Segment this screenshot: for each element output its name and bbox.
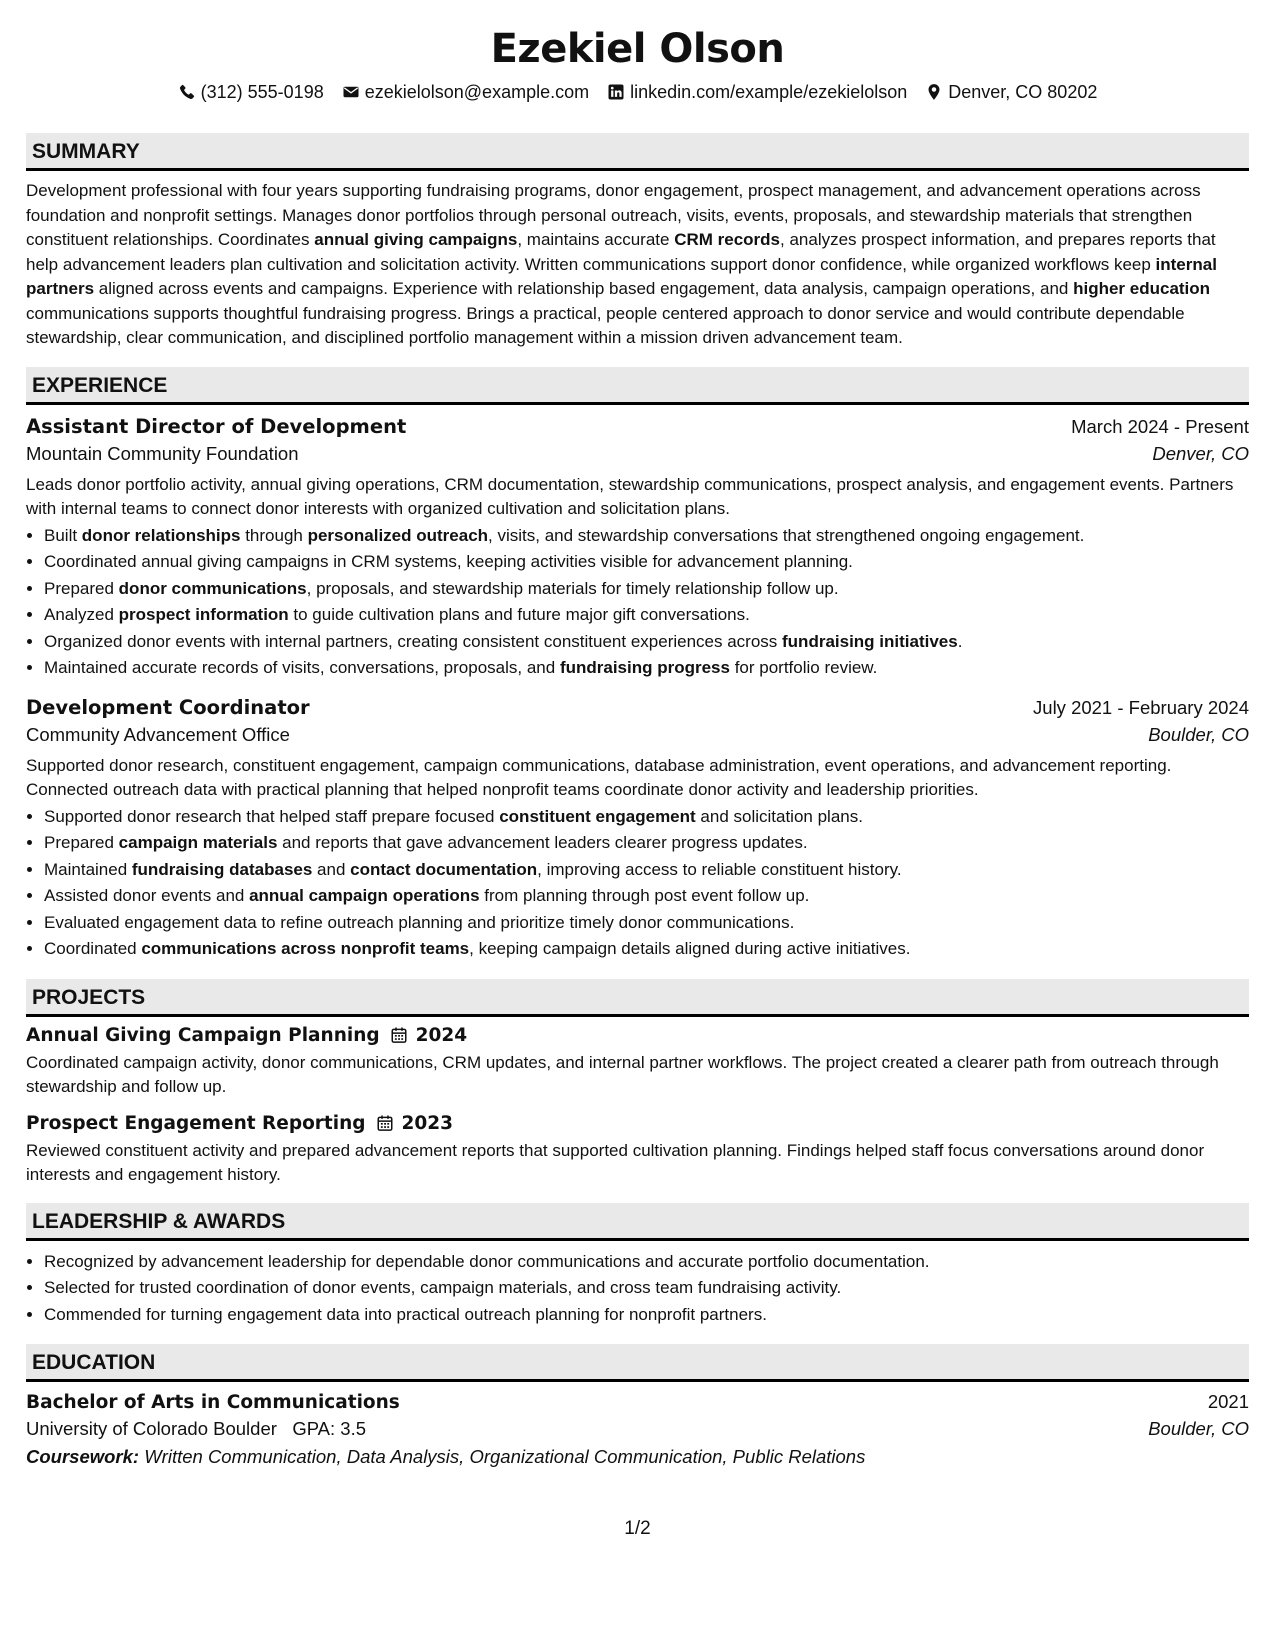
bold-phrase: prospect information: [118, 605, 289, 624]
bullet-item: [44, 576, 1249, 603]
text-run: , maintains accurate: [517, 230, 675, 249]
text-run: and: [312, 859, 351, 879]
bold-phrase: internal partners: [26, 254, 1217, 298]
bold-phrase: higher education: [1073, 279, 1211, 298]
role-location: Denver, CO: [1152, 442, 1249, 464]
bold-phrase: personalized outreach: [307, 525, 489, 545]
bold-phrase: donor communications: [118, 578, 307, 598]
linkedin-icon: [607, 83, 625, 101]
project-year: 2023: [401, 1112, 454, 1134]
project-item: [26, 1113, 1249, 1187]
bold-phrase: annual giving campaigns: [314, 230, 518, 249]
experience-role: [26, 696, 1249, 963]
location-pin-icon: [925, 83, 943, 101]
role-title: Development Coordinator: [26, 695, 310, 719]
coursework-label: Coursework:: [26, 1446, 140, 1467]
text-run: to guide cultivation plans and future major gift conversations.: [288, 605, 750, 624]
text-run: and solicitation plans.: [695, 806, 863, 826]
text-run: Prepared: [44, 833, 119, 852]
text-run: Built: [44, 525, 82, 545]
text-run: and reports that gave advancement leaders clearer progress updates.: [277, 833, 808, 852]
project-description: Reviewed constituent activity and prepared advancement reports that supported cultivation planning. Findings helped staff focus conversations around donor interests and engagement history.: [26, 1140, 1205, 1184]
bold-phrase: CRM records: [674, 230, 781, 249]
text-run: Coordinated annual giving campaigns in CRM systems, keeping activities visible for advancement planning.: [44, 552, 853, 571]
calendar-icon: [390, 1026, 408, 1044]
bullet-item: [44, 910, 1249, 937]
summary-heading: SUMMARY: [26, 133, 1249, 171]
text-run: Coordinated: [44, 939, 142, 958]
award-item: • Recognized by advancement leadership for dependable donor communications and accurate portfolio documentation.: [44, 1249, 1249, 1276]
role-bullets: [26, 523, 1249, 682]
bullet-item: [44, 830, 1249, 857]
graduation-year: 2021: [1207, 1391, 1249, 1412]
envelope-icon: [342, 83, 360, 101]
phone-icon: [178, 83, 196, 101]
page-number: 1/2: [624, 1518, 651, 1539]
award-item: • Selected for trusted coordination of donor events, campaign materials, and cross team fundraising activity.: [44, 1275, 1249, 1302]
leadership-section: [26, 1203, 1249, 1329]
project-year-group: [390, 1025, 468, 1046]
experience-heading: EXPERIENCE: [26, 367, 1249, 405]
contact-item[interactable]: [607, 80, 907, 104]
summary-text: [26, 179, 1249, 351]
text-run: through: [240, 525, 308, 545]
project-title-line: [26, 1025, 1249, 1046]
bullet-item: [44, 602, 1249, 629]
project-title: Prospect Engagement Reporting: [26, 1112, 366, 1134]
summary-section: [26, 133, 1249, 351]
bullet-item: [44, 629, 1249, 656]
bullet-item: [44, 549, 1249, 576]
school-location: Boulder, CO: [1148, 1418, 1249, 1439]
candidate-name: Ezekiel Olson: [490, 26, 785, 72]
leadership-list: [26, 1249, 1249, 1329]
bold-phrase: annual campaign operations: [249, 886, 480, 905]
text-run: from planning through post event follow up.: [479, 886, 810, 905]
bold-phrase: campaign materials: [118, 833, 278, 852]
bold-phrase: fundraising progress: [559, 658, 730, 677]
school-name: University of Colorado Boulder: [26, 1418, 277, 1439]
leadership-heading: LEADERSHIP & AWARDS: [26, 1203, 1249, 1241]
bold-phrase: constituent engagement: [499, 806, 696, 826]
text-run: Prepared: [44, 578, 119, 598]
project-year: 2024: [415, 1024, 468, 1046]
project-description: Coordinated campaign activity, donor communications, CRM updates, and internal partner workflows. The project created a clearer path from outreach through stewardship and follow up.: [26, 1052, 1219, 1096]
role-org-line: [26, 443, 1249, 465]
resume-page: [26, 0, 1249, 1468]
role-org-line: [26, 724, 1249, 746]
text-run: communications supports thoughtful fundraising progress. Brings a practical, people centered approach to donor service and would contribute dependable stewardship, clear communication, and disciplined portfolio management within a mission driven advancement team.: [26, 303, 1185, 347]
bullet-item: [44, 523, 1249, 550]
education-school-line: [26, 1418, 1249, 1440]
bold-phrase: fundraising databases: [131, 859, 313, 879]
organization: Mountain Community Foundation: [26, 442, 299, 464]
text-run: .: [957, 631, 963, 651]
contact-text: (312) 555-0198: [200, 82, 324, 102]
project-title: Annual Giving Campaign Planning: [26, 1024, 380, 1046]
contact-bar: [26, 80, 1249, 104]
bullet-item: [44, 936, 1249, 963]
bold-phrase: communications across nonprofit teams: [141, 939, 470, 958]
text-run: Development professional with four years supporting fundraising programs, donor engagement, prospect management, and advancement operations across foundation and nonprofit settings. Manages donor portfolios through personal outreach, visits, events, proposals, and stewardship materials that strengthen constituent relationships. Coordinates: [26, 181, 1201, 249]
organization: Community Advancement Office: [26, 723, 290, 745]
projects-heading: PROJECTS: [26, 979, 1249, 1017]
role-bullets: [26, 804, 1249, 963]
text-run: , analyzes prospect information, and prepares reports that help advancement leaders plan cultivation and solicitation activity. Written communications support donor confidence, while organized workflows keep: [26, 230, 1216, 274]
text-run: Assisted donor events and: [44, 886, 250, 905]
text-run: aligned across events and campaigns. Experience with relationship based engagement, data analysis, campaign operations, and: [94, 279, 1074, 298]
text-run: , improving access to reliable constituent history.: [537, 859, 902, 879]
project-item: [26, 1025, 1249, 1099]
role-description: Leads donor portfolio activity, annual giving operations, CRM documentation, stewardship communications, prospect analysis, and engagement events. Partners with internal teams to connect donor interests with organized cultivation and solicitation plans.: [26, 474, 1234, 518]
text-run: , visits, and stewardship conversations that strengthened ongoing engagement.: [488, 525, 1085, 545]
contact-text: linkedin.com/example/ezekielolson: [630, 82, 908, 102]
school-info: [26, 1418, 366, 1440]
role-title-line: [26, 696, 1249, 719]
text-run: for portfolio review.: [729, 658, 878, 677]
text-run: , keeping campaign details aligned during active initiatives.: [469, 939, 911, 958]
contact-item[interactable]: [342, 80, 589, 104]
award-item: • Commended for turning engagement data into practical outreach planning for nonprofit partners.: [44, 1302, 1249, 1329]
text-run: , proposals, and stewardship materials for timely relationship follow up.: [306, 578, 839, 598]
bold-phrase: contact documentation: [350, 859, 538, 879]
role-dates: July 2021 - February 2024: [1033, 696, 1249, 718]
contact-item[interactable]: [178, 80, 324, 104]
calendar-icon: [376, 1114, 394, 1132]
education-degree-line: [26, 1391, 1249, 1413]
project-year-group: [376, 1113, 454, 1134]
education-heading: EDUCATION: [26, 1344, 1249, 1382]
projects-section: [26, 979, 1249, 1187]
coursework-line: [26, 1446, 1249, 1468]
text-run: Supported donor research that helped staff prepare focused: [44, 806, 500, 826]
role-dates: March 2024 - Present: [1071, 415, 1249, 437]
experience-section: [26, 367, 1249, 963]
role-location: Boulder, CO: [1148, 723, 1249, 745]
project-title-line: [26, 1113, 1249, 1134]
degree: Bachelor of Arts in Communications: [26, 1392, 400, 1413]
bullet-item: [44, 883, 1249, 910]
text-run: Organized donor events with internal partners, creating consistent constituent experiences across: [44, 631, 783, 651]
contact-item[interactable]: [925, 80, 1097, 104]
coursework-list: Written Communication, Data Analysis, Organizational Communication, Public Relations: [144, 1446, 866, 1467]
text-run: Analyzed: [44, 605, 119, 624]
bullet-item: [44, 655, 1249, 682]
bold-phrase: donor relationships: [81, 525, 241, 545]
experience-role: [26, 415, 1249, 682]
text-run: Evaluated engagement data to refine outreach planning and prioritize timely donor communications.: [44, 912, 795, 932]
role-title: Assistant Director of Development: [26, 414, 407, 438]
gpa: GPA: 3.5: [292, 1418, 367, 1439]
text-run: Maintained: [44, 859, 132, 879]
contact-text: Denver, CO 80202: [948, 82, 1098, 102]
text-run: Maintained accurate records of visits, conversations, proposals, and: [44, 658, 560, 677]
role-title-line: [26, 415, 1249, 438]
projects-list: [26, 1025, 1249, 1187]
experience-roles: [26, 415, 1249, 963]
bullet-item: [44, 804, 1249, 831]
education-section: [26, 1344, 1249, 1468]
bold-phrase: fundraising initiatives: [782, 631, 958, 651]
contact-text: ezekielolson@example.com: [364, 82, 590, 102]
role-description: Supported donor research, constituent engagement, campaign communications, database administration, event operations, and advancement reporting. Connected outreach data with practical planning that helped nonprofit teams coordinate donor activity and leadership priorities.: [26, 755, 1172, 799]
bullet-item: [44, 857, 1249, 884]
